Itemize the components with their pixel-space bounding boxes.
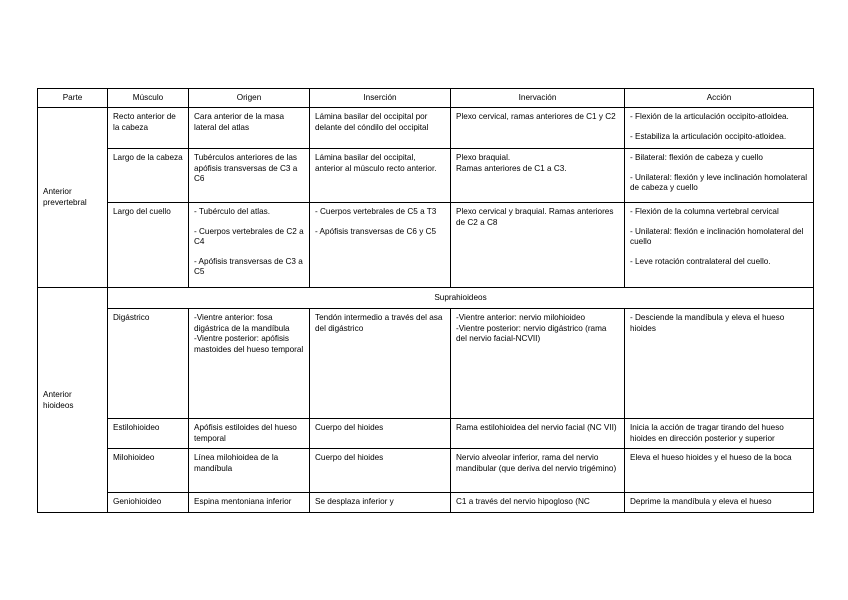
action-cell: Deprime la mandíbula y eleva el hueso <box>625 493 814 513</box>
insertion-line: - Cuerpos vertebrales de C5 a T3 <box>315 207 437 216</box>
innervation-line: -Vientre anterior: nervio milohioideo <box>456 313 586 322</box>
origin-cell: Espina mentoniana inferior <box>189 493 310 513</box>
innervation-cell: Plexo cervical y braquial. Ramas anteriores de C2 a C8 <box>451 203 625 288</box>
action-cell <box>625 149 814 203</box>
header-parte: Parte <box>38 89 108 108</box>
muscle-table <box>37 88 814 513</box>
origin-line: -Vientre posterior: apófisis mastoides del hueso temporal <box>194 334 304 354</box>
insertion-cell: Se desplaza inferior y <box>310 493 451 513</box>
innervation-cell <box>451 149 625 203</box>
insertion-cell: Cuerpo del hioides <box>310 419 451 449</box>
action-cell: Inicia la acción de tragar tirando del hueso hioides en dirección posterior y superior <box>625 419 814 449</box>
origin-line: -Vientre anterior: fosa digástrica de la mandíbula <box>194 313 290 333</box>
insertion-cell <box>310 203 451 288</box>
innervation-line: Ramas anteriores de C1 a C3. <box>456 163 567 173</box>
header-inervacion: Inervación <box>451 89 625 108</box>
origin-line: - Tubérculo del atlas. <box>194 207 271 216</box>
insertion-cell: Lámina basilar del occipital, anterior al músculo recto anterior. <box>310 149 451 203</box>
action-line: - Bilateral: flexión de cabeza y cuello <box>630 153 763 162</box>
header-insercion: Inserción <box>310 89 451 108</box>
action-cell <box>625 108 814 149</box>
origin-cell <box>189 203 310 288</box>
table-row <box>38 419 814 449</box>
muscle-cell: Recto anterior de la cabeza <box>108 108 189 149</box>
muscle-cell: Digástrico <box>108 309 189 419</box>
action-line: - Flexión de la articulación occipito-atloidea. <box>630 112 789 121</box>
origin-cell: Tubérculos anteriores de las apófisis transversas de C3 a C6 <box>189 149 310 203</box>
action-line: - Leve rotación contralateral del cuello. <box>630 256 771 266</box>
table-row <box>38 493 814 513</box>
origin-cell: Cara anterior de la masa lateral del atlas <box>189 108 310 149</box>
table-row <box>38 309 814 419</box>
group-label-hioideos: Anterior hioideos <box>38 288 108 513</box>
subheader-suprahioideos: Suprahioideos <box>108 288 814 309</box>
muscle-cell: Largo del cuello <box>108 203 189 288</box>
innervation-cell: Nervio alveolar inferior, rama del nervio mandibular (que deriva del nervio trigémino) <box>451 449 625 493</box>
origin-cell: Línea milohioidea de la mandíbula <box>189 449 310 493</box>
header-origen: Origen <box>189 89 310 108</box>
action-line: - Unilateral: flexión y leve inclinación homolateral de cabeza y cuello <box>630 172 808 193</box>
innervation-cell: Rama estilohioidea del nervio facial (NC VII) <box>451 419 625 449</box>
insertion-line: - Apófisis transversas de C6 y C5 <box>315 226 437 236</box>
table-row <box>38 108 814 149</box>
table-row <box>38 449 814 493</box>
innervation-cell: Plexo cervical, ramas anteriores de C1 y C2 <box>451 108 625 149</box>
header-accion: Acción <box>625 89 814 108</box>
action-line: - Estabiliza la articulación occipito-atloidea. <box>630 131 787 141</box>
muscle-cell: Milohioideo <box>108 449 189 493</box>
action-cell: Eleva el hueso hioides y el hueso de la boca <box>625 449 814 493</box>
innervation-line: -Vientre posterior: nervio digástrico (rama del nervio facial-NCVII) <box>456 323 607 344</box>
origin-cell <box>189 309 310 419</box>
action-cell <box>625 203 814 288</box>
insertion-cell: Tendón intermedio a través del asa del digástrico <box>310 309 451 419</box>
table-row <box>38 149 814 203</box>
innervation-cell <box>451 309 625 419</box>
innervation-cell: C1 a través del nervio hipogloso (NC <box>451 493 625 513</box>
muscle-cell: Geniohioideo <box>108 493 189 513</box>
action-line: - Unilateral: flexión e inclinación homolateral del cuello <box>630 226 804 247</box>
muscle-cell: Estilohioideo <box>108 419 189 449</box>
innervation-line: Plexo braquial. <box>456 153 511 162</box>
group-label-prevertebral: Anterior prevertebral <box>38 108 108 288</box>
action-line: - Flexión de la columna vertebral cervical <box>630 207 779 216</box>
insertion-cell: Cuerpo del hioides <box>310 449 451 493</box>
subheader-row <box>38 288 814 309</box>
origin-line: - Cuerpos vertebrales de C2 a C4 <box>194 226 304 247</box>
origin-cell: Apófisis estiloides del hueso temporal <box>189 419 310 449</box>
origin-line: - Apófisis transversas de C3 a C5 <box>194 256 303 277</box>
header-musculo: Músculo <box>108 89 189 108</box>
table-row <box>38 203 814 288</box>
muscle-cell: Largo de la cabeza <box>108 149 189 203</box>
header-row <box>38 89 814 108</box>
action-cell: - Desciende la mandíbula y eleva el hueso hioides <box>625 309 814 419</box>
insertion-cell: Lámina basilar del occipital por delante del cóndilo del occipital <box>310 108 451 149</box>
